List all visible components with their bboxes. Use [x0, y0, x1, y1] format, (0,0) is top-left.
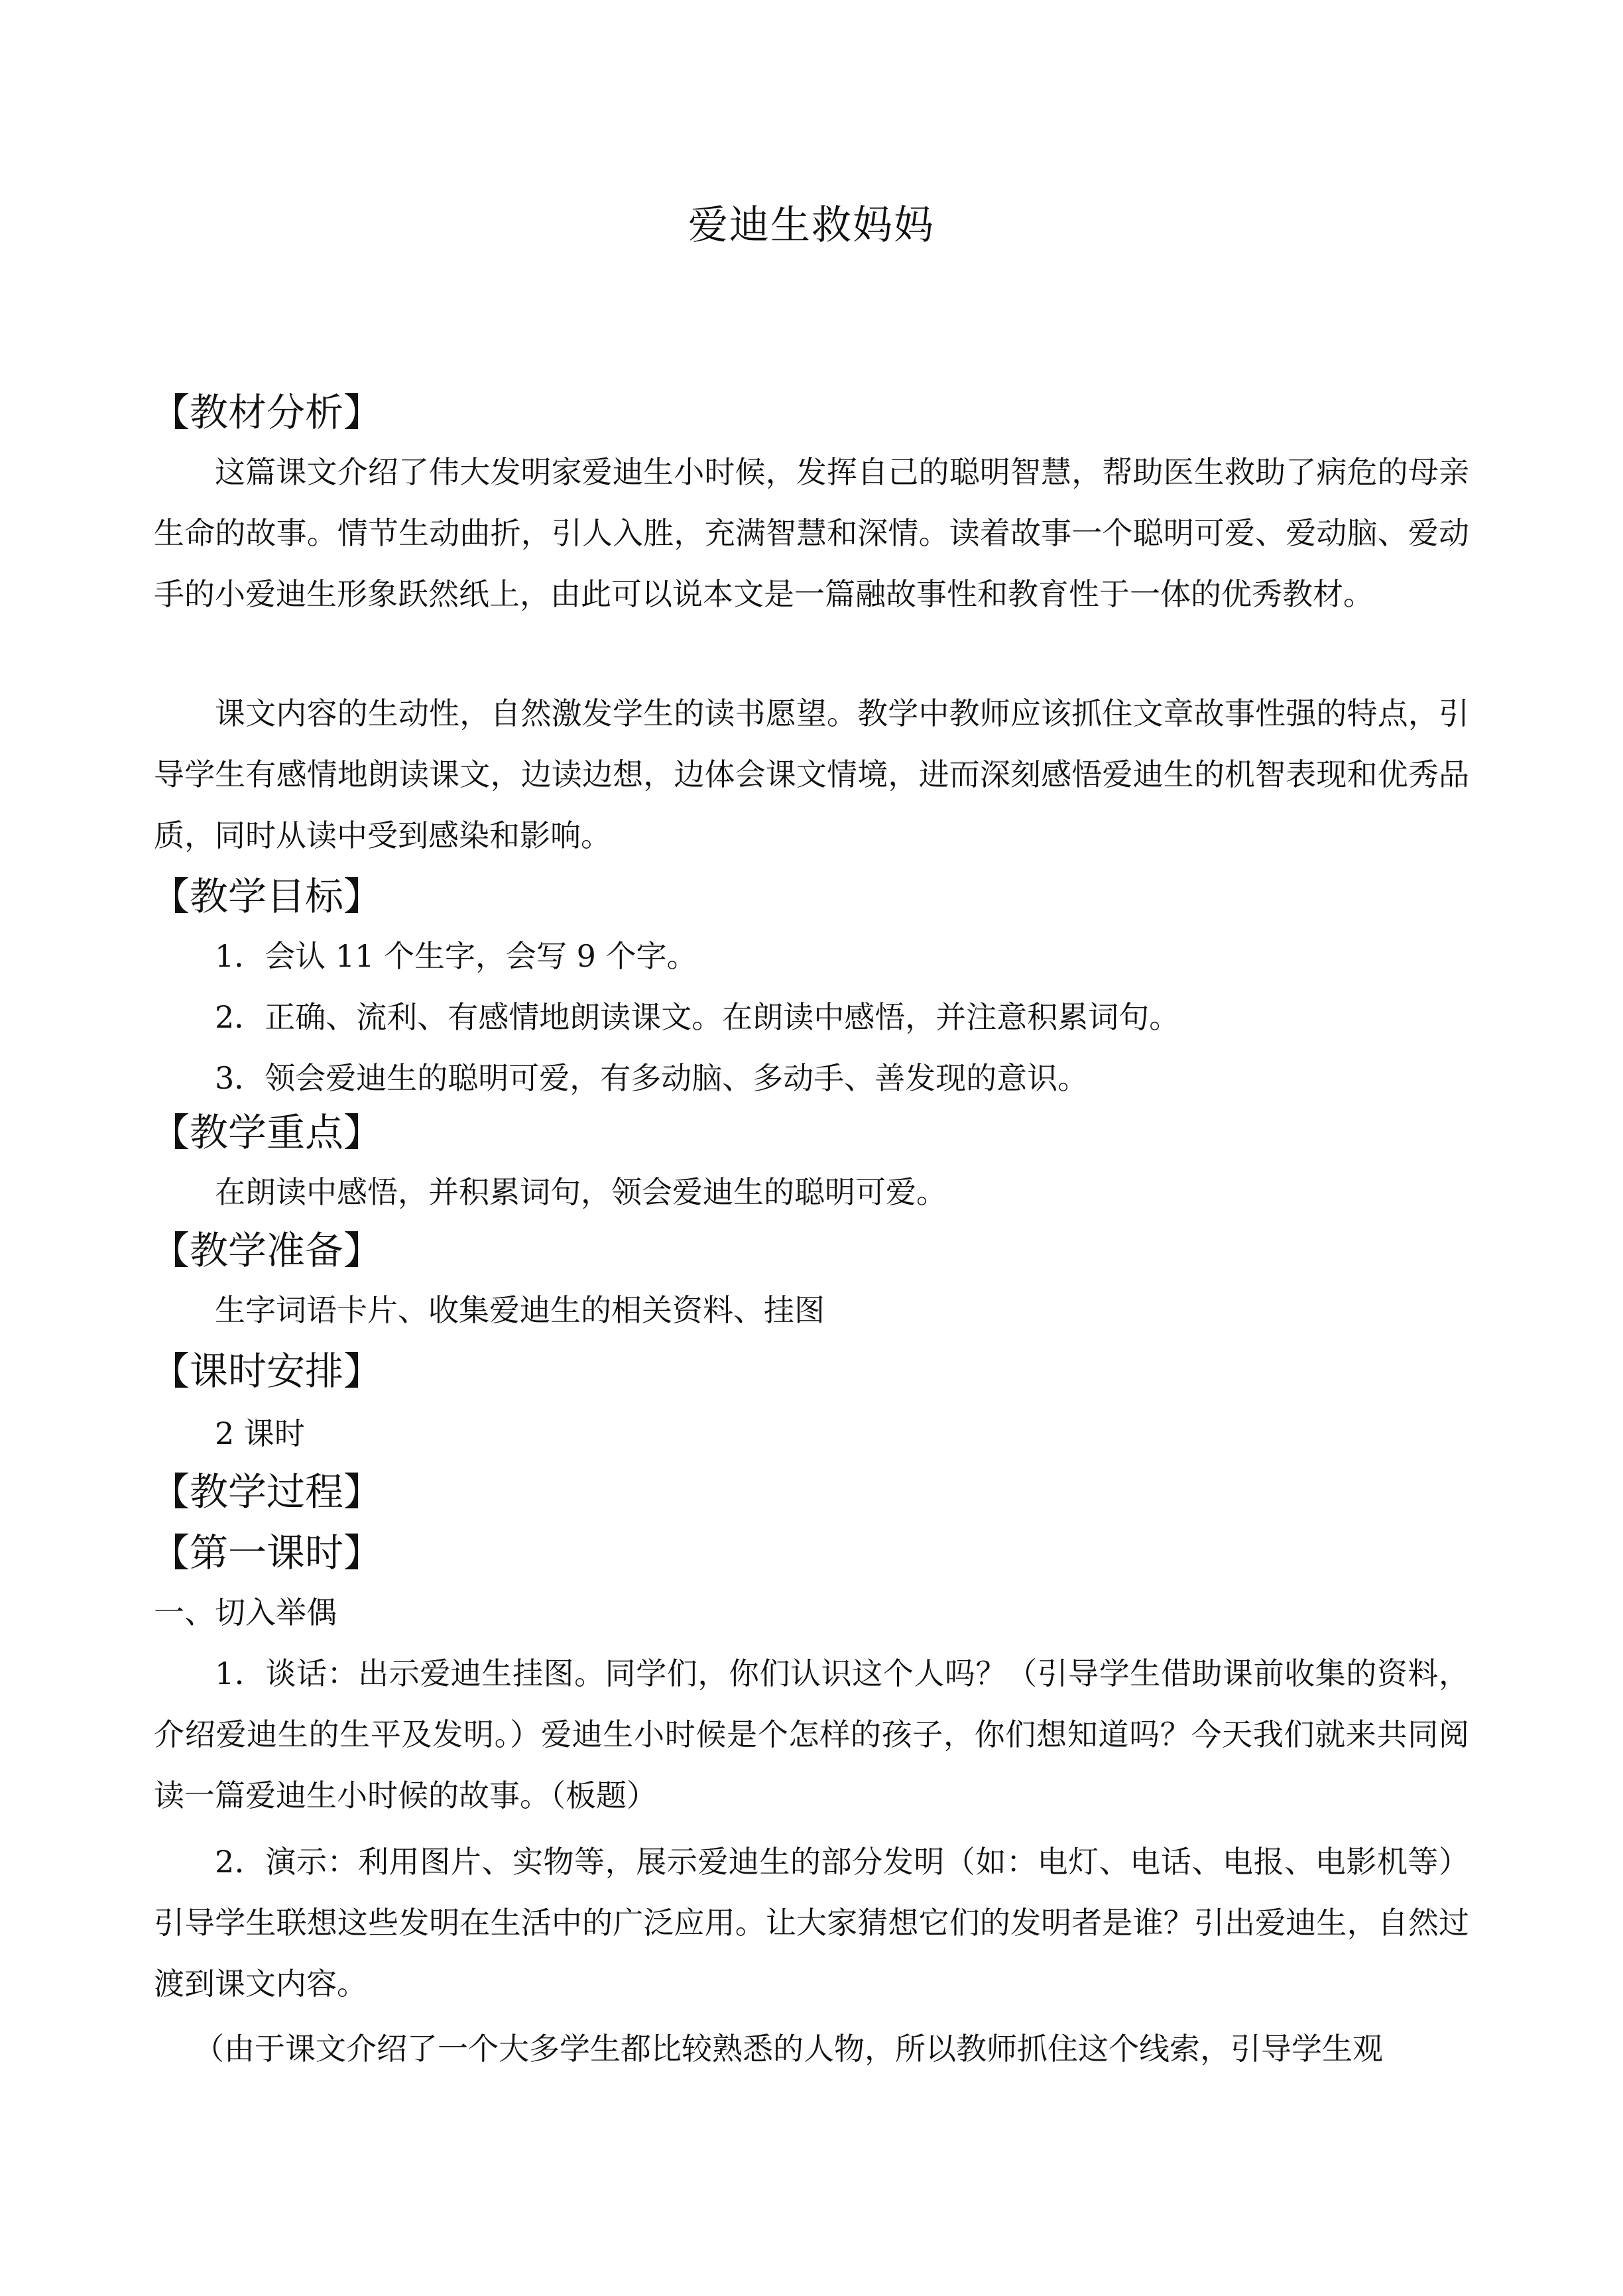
page-title: 爱迪生救妈妈 — [688, 202, 935, 249]
step-1-title: 一、切入举偶 — [154, 1595, 337, 1630]
section-heading-focus: 【教学重点】 — [151, 1110, 383, 1155]
section-heading-process: 【教学过程】 — [151, 1469, 383, 1514]
analysis-paragraph-2: 课文内容的生动性，自然激发学生的读书愿望。教学中教师应该抓住文章故事性强的特点，引导学生有感情地朗读课文，边读边想，边体会课文情境，进而深刻感悟爱迪生的机智表现和优秀品质，同时从读中受到感染和影响。 — [154, 695, 1469, 853]
focus-text: 在朗读中感悟，并积累词句，领会爱迪生的聪明可爱。 — [215, 1174, 947, 1210]
section-heading-schedule: 【课时安排】 — [151, 1349, 383, 1394]
step-1-note: （由于课文介绍了一个大多学生都比较熟悉的人物，所以教师抓住这个线索，引导学生观 — [194, 2031, 1383, 2067]
step-1-item-1: 1．谈话：出示爱迪生挂图。同学们，你们认识这个人吗？（引导学生借助课前收集的资料，介绍爱迪生的生平及发明。）爱迪生小时候是个怎样的孩子，你们想知道吗？今天我们就来共同阅读一篇爱迪生小时候的故事。（板题） — [154, 1656, 1469, 1813]
section-heading-goals: 【教学目标】 — [151, 874, 383, 919]
step-1-item-2: 2．演示：利用图片、实物等，展示爱迪生的部分发明（如：电灯、电话、电报、电影机等）引导学生联想这些发明在生活中的广泛应用。让大家猜想它们的发明者是谁？引出爱迪生，自然过渡到课文内容。 — [154, 1844, 1469, 2002]
analysis-paragraph-1: 这篇课文介绍了伟大发明家爱迪生小时候，发挥自己的聪明智慧，帮助医生救助了病危的母亲生命的故事。情节生动曲折，引人入胜，充满智慧和深情。读着故事一个聪明可爱、爱动脑、爱动手的小爱迪生形象跃然纸上，由此可以说本文是一篇融故事性和教育性于一体的优秀教材。 — [154, 454, 1469, 612]
section-heading-prep: 【教学准备】 — [151, 1228, 383, 1273]
section-heading-analysis: 【教材分析】 — [151, 390, 383, 435]
goal-item-1: 1．会认 11 个生字，会写 9 个字。 — [215, 938, 697, 974]
prep-text: 生字词语卡片、收集爱迪生的相关资料、挂图 — [215, 1292, 825, 1328]
goal-item-3: 3．领会爱迪生的聪明可爱，有多动脑、多动手、善发现的意识。 — [215, 1060, 1089, 1096]
schedule-text: 2 课时 — [215, 1416, 305, 1451]
lesson-1-heading: 【第一课时】 — [151, 1530, 383, 1575]
goal-item-2: 2．正确、流利、有感情地朗读课文。在朗读中感悟，并注意积累词句。 — [215, 999, 1180, 1035]
